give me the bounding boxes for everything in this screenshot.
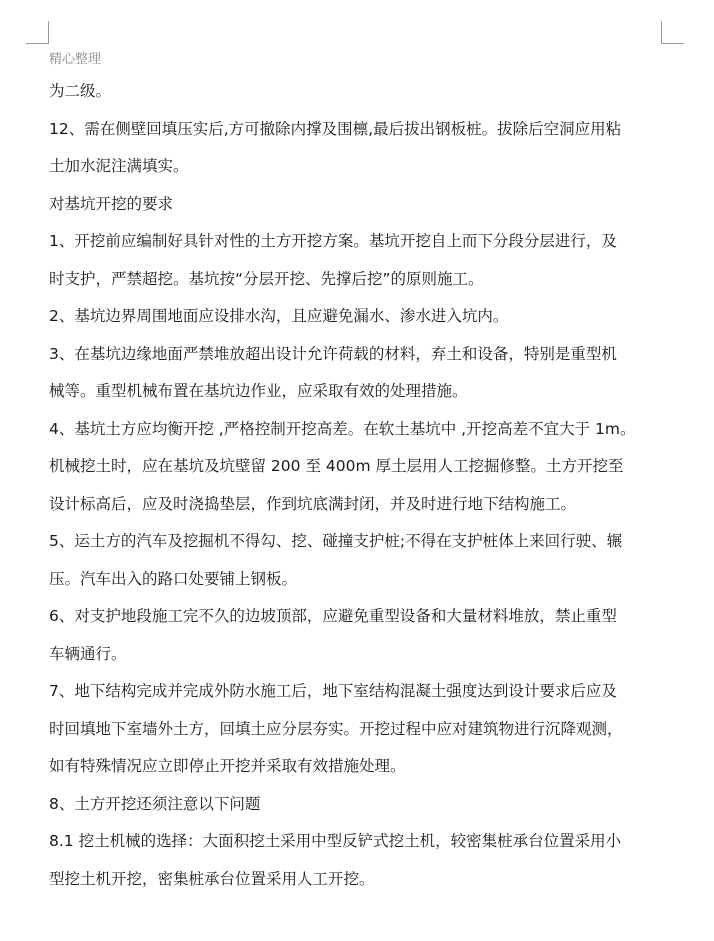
text-line: 机械挖土时，应在基坑及坑壁留 200 至 400m 厚土层用人工挖掘修整。土方开挖至 — [49, 457, 624, 475]
text-line: 8.1 挖土机械的选择：大面积挖土采用中型反铲式挖土机，较密集桩承台位置采用小 — [49, 832, 622, 850]
text-line: 3、在基坑边缘地面严禁堆放超出设计允许荷载的材料，弃土和设备，特别是重型机 — [49, 344, 617, 363]
text-line: 4、基坑土方应均衡开挖 ,严格控制开挖高差。在软土基坑中 ,开挖高差不宜大于 1m。 — [49, 419, 636, 438]
text-line: 2、基坑边界周围地面应设排水沟，且应避免漏水、渗水进入坑内。 — [49, 307, 509, 325]
text-line: 车辆通行。 — [49, 644, 127, 663]
text-line: 型挖土机开挖，密集桩承台位置采用人工开挖。 — [49, 869, 375, 888]
text-line: 设计标高后，应及时浇捣垫层，作到坑底满封闭，并及时进行地下结构施工。 — [49, 494, 577, 513]
text-line: 6、对支护地段施工完不久的边坡顶部，应避免重型设备和大量材料堆放，禁止重型 — [49, 607, 617, 625]
text-line: 5、运土方的汽车及挖掘机不得勾、挖、碰撞支护桩;不得在支护桩体上来回行驶、辗 — [49, 532, 623, 550]
text-line: 12、需在侧壁回填压实后,方可撤除内撑及围檩,最后拔出钢板桩。拔除后空洞应用粘 — [49, 119, 622, 138]
crop-mark-top-right — [661, 21, 684, 44]
page-header: 精心整理 — [49, 52, 102, 67]
text-line: 1、开挖前应编制好具针对性的土方开挖方案。基坑开挖自上而下分段分层进行，及 — [49, 232, 617, 250]
crop-mark-top-left — [26, 21, 49, 44]
text-line: 如有特殊情况应立即停止开挖并采取有效措施处理。 — [49, 757, 406, 775]
text-line: 为二级。 — [49, 82, 112, 100]
text-line: 时支护，严禁超挖。基坑按“分层开挖、先撑后挖”的原则施工。 — [49, 269, 484, 288]
text-line: 压。汽车出入的路口处要铺上钢板。 — [49, 569, 298, 588]
text-line: 时回填地下室墙外土方，回填土应分层夯实。开挖过程中应对建筑物进行沉降观测， — [49, 719, 623, 738]
text-line: 8、土方开挖还须注意以下问题 — [49, 794, 261, 813]
text-line: 7、地下结构完成并完成外防水施工后，地下室结构混凝土强度达到设计要求后应及 — [49, 682, 617, 700]
section-heading: 对基坑开挖的要求 — [49, 194, 174, 213]
text-line: 械等。重型机械布置在基坑边作业，应采取有效的处理措施。 — [49, 382, 468, 400]
text-line: 土加水泥注满填实。 — [49, 157, 189, 175]
